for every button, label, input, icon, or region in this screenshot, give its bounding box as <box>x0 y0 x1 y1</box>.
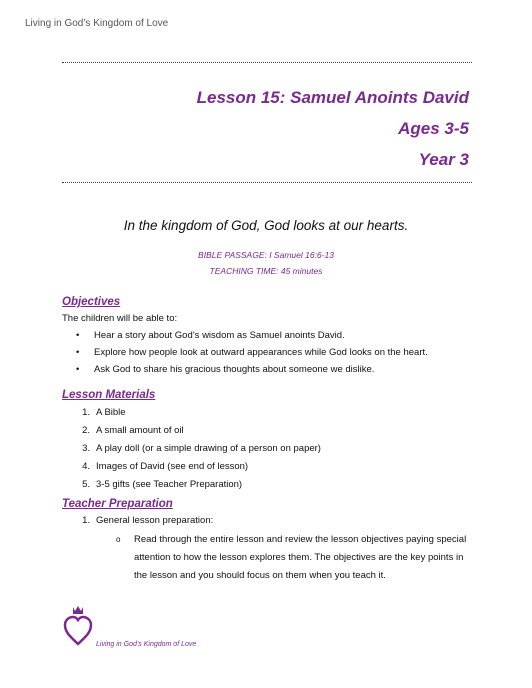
footer-text: Living in God’s Kingdom of Love <box>96 641 197 648</box>
list-number: 1. <box>82 407 90 418</box>
material-text: A small amount of oil <box>96 425 184 436</box>
curriculum-year: Year 3 <box>418 150 469 169</box>
preparation-item <box>62 515 213 526</box>
list-number: 2. <box>82 425 90 436</box>
age-range: Ages 3-5 <box>398 119 469 138</box>
preparation-heading: Teacher Preparation <box>62 498 173 510</box>
material-text: A play doll (or a simple drawing of a person on paper) <box>96 443 321 454</box>
crown-heart-logo <box>62 604 94 648</box>
lesson-theme: In the kingdom of God, God looks at our hearts. <box>123 218 409 233</box>
material-item <box>62 458 321 476</box>
list-number: 5. <box>82 479 90 490</box>
materials-list <box>62 404 321 494</box>
list-number: 3. <box>82 443 90 454</box>
objectives-intro: The children will be able to: <box>62 313 178 324</box>
material-item <box>62 422 321 440</box>
preparation-sub-item <box>116 531 474 585</box>
lesson-title: Lesson 15: Samuel Anoints David <box>196 88 469 107</box>
teaching-time: TEACHING TIME: 45 minutes <box>209 266 323 276</box>
bible-passage: BIBLE PASSAGE: I Samuel 16:6-13 <box>198 250 334 260</box>
preparation-sub-item-text: Read through the entire lesson and review the lesson objectives paying special attention to how the lesson explores them. The objectives are the key points in the lesson and you should focus on them when you teach it. <box>134 534 467 581</box>
material-item <box>62 440 321 458</box>
list-number: 4. <box>82 461 90 472</box>
objective-item: • Ask God to share his gracious thoughts about someone we dislike. <box>62 361 482 378</box>
preparation-item-text: General lesson preparation: <box>96 515 214 526</box>
materials-heading: Lesson Materials <box>62 389 156 401</box>
material-text: Images of David (see end of lesson) <box>96 461 249 472</box>
material-text: A Bible <box>96 407 126 418</box>
bottom-dotted-rule <box>62 182 472 183</box>
material-item <box>62 476 321 494</box>
objective-item: • Hear a story about God’s wisdom as Samuel anoints David. <box>62 327 482 344</box>
list-number: 1. <box>82 515 90 526</box>
running-header: Living in God’s Kingdom of Love <box>25 18 169 29</box>
material-item <box>62 404 321 422</box>
circle-bullet-icon: o <box>116 535 121 544</box>
top-dotted-rule <box>62 62 472 63</box>
material-text: 3-5 gifts (see Teacher Preparation) <box>96 479 243 490</box>
objective-item: • Explore how people look at outward appearances while God looks on the heart. <box>62 344 482 361</box>
objectives-list <box>62 327 482 378</box>
objectives-heading: Objectives <box>62 296 121 308</box>
